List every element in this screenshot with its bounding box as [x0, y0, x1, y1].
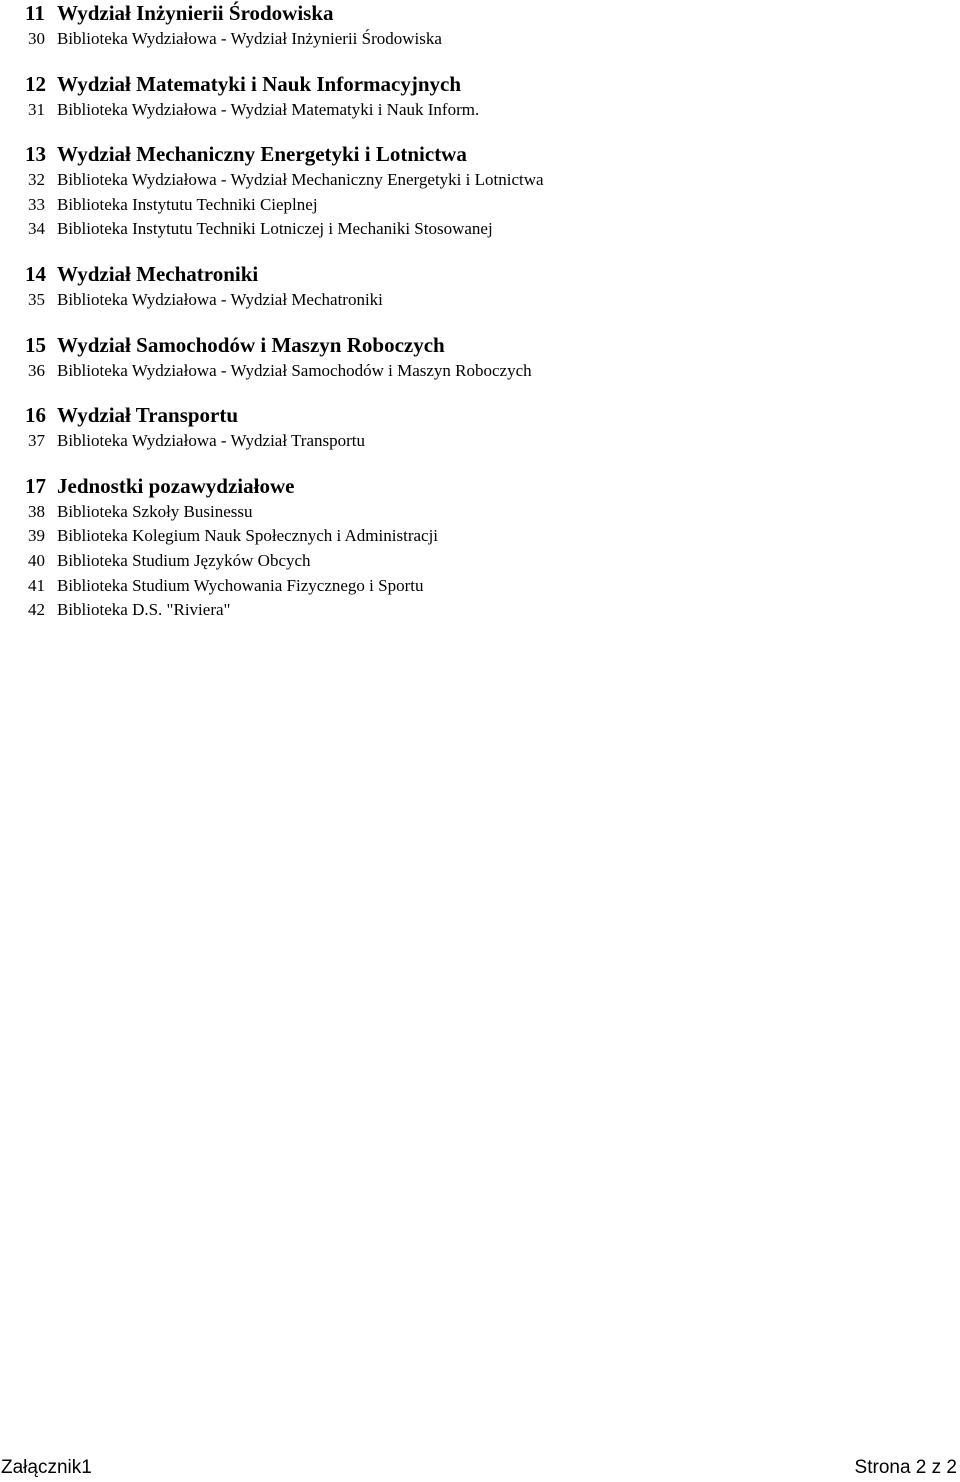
item-number: 41	[28, 575, 45, 595]
list-item	[0, 549, 960, 574]
section-number: 17	[25, 473, 46, 498]
item-name: Biblioteka Wydziałowa - Wydział Samochodów i Maszyn Roboczych	[57, 360, 532, 380]
section-title: Wydział Matematyki i Nauk Informacyjnych	[57, 71, 462, 96]
section-number: 15	[25, 332, 46, 357]
item-name: Biblioteka Instytutu Techniki Cieplnej	[57, 194, 318, 214]
list-item	[0, 359, 960, 384]
list-item	[0, 429, 960, 454]
footer-page-number: Strona 2 z 2	[854, 1457, 957, 1478]
item-number: 34	[28, 219, 45, 239]
list-item	[0, 598, 960, 623]
section-title: Jednostki pozawydziałowe	[57, 473, 295, 498]
section-16	[0, 402, 960, 454]
section-12	[0, 71, 960, 123]
section-title: Wydział Mechatroniki	[57, 261, 259, 286]
item-number: 38	[28, 501, 45, 521]
item-number: 36	[28, 360, 45, 380]
section-number: 13	[25, 142, 46, 167]
item-name: Biblioteka Wydziałowa - Wydział Mechaniczny Energetyki i Lotnictwa	[57, 170, 544, 190]
section-number: 11	[25, 1, 45, 25]
item-name: Biblioteka Kolegium Nauk Społecznych i Administracji	[57, 526, 439, 546]
section-title: Wydział Inżynierii Środowiska	[57, 1, 334, 25]
section-heading	[0, 261, 960, 288]
list-item	[0, 500, 960, 525]
list-item	[0, 168, 960, 193]
item-number: 40	[28, 550, 45, 570]
item-number: 37	[28, 431, 45, 451]
list-item	[0, 524, 960, 549]
list-item	[0, 193, 960, 218]
item-number: 33	[28, 194, 45, 214]
item-name: Biblioteka Wydziałowa - Wydział Inżynierii Środowiska	[57, 29, 442, 48]
document-body	[0, 0, 960, 623]
section-heading	[0, 0, 960, 27]
item-number: 39	[28, 526, 45, 546]
item-number: 32	[28, 170, 45, 190]
section-heading	[0, 71, 960, 98]
item-number: 42	[28, 600, 45, 620]
item-number: 35	[28, 289, 45, 309]
item-name: Biblioteka Wydziałowa - Wydział Matematyki i Nauk Inform.	[57, 99, 480, 119]
section-heading	[0, 141, 960, 168]
list-item	[0, 217, 960, 242]
section-15	[0, 332, 960, 384]
section-heading	[0, 402, 960, 429]
item-name: Biblioteka Studium Języków Obcych	[57, 550, 311, 570]
section-17	[0, 473, 960, 623]
item-name: Biblioteka Wydziałowa - Wydział Mechatroniki	[57, 289, 383, 309]
list-item	[0, 98, 960, 123]
section-13	[0, 141, 960, 242]
section-title: Wydział Samochodów i Maszyn Roboczych	[57, 332, 445, 357]
section-title: Wydział Transportu	[57, 403, 239, 428]
section-14	[0, 261, 960, 313]
item-name: Biblioteka Studium Wychowania Fizycznego i Sportu	[57, 575, 424, 595]
section-heading	[0, 473, 960, 500]
item-number: 31	[28, 99, 45, 119]
section-heading	[0, 332, 960, 359]
list-item	[0, 574, 960, 599]
footer-attachment-label: Załącznik1	[1, 1457, 92, 1478]
item-name: Biblioteka Szkoły Businessu	[57, 501, 253, 521]
section-11	[0, 0, 960, 52]
list-item	[0, 288, 960, 313]
section-number: 16	[25, 403, 46, 428]
section-title: Wydział Mechaniczny Energetyki i Lotnictwa	[57, 142, 467, 167]
section-number: 14	[25, 261, 46, 286]
item-name: Biblioteka Wydziałowa - Wydział Transportu	[57, 431, 366, 451]
item-name: Biblioteka D.S. "Riviera"	[57, 600, 231, 620]
section-number: 12	[25, 71, 46, 96]
item-name: Biblioteka Instytutu Techniki Lotniczej i Mechaniki Stosowanej	[57, 219, 493, 239]
item-number: 30	[28, 29, 45, 48]
list-item	[0, 27, 960, 52]
